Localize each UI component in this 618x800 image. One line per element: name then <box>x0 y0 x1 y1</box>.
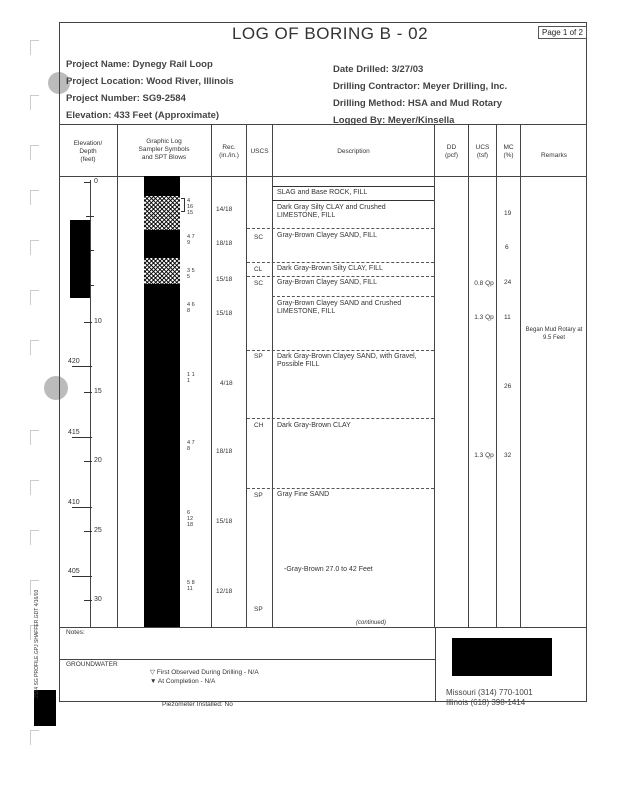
layer-description: SLAG and Base ROCK, FILL <box>277 189 368 196</box>
notes-rule <box>59 627 587 628</box>
depth-tick <box>84 600 92 601</box>
margin-mark <box>30 190 39 205</box>
layer-description: Gray-Brown Clayey SAND, FILL <box>277 279 377 286</box>
spt-blows: 4 6 8 <box>187 302 195 314</box>
depth-tick <box>84 392 92 393</box>
header-rule <box>59 124 587 125</box>
margin-mark <box>30 530 39 545</box>
depth-tick <box>84 322 92 323</box>
layer-description: -Gray-Brown 27.0 to 42 Feet <box>284 566 373 573</box>
elevation-label: 420 <box>68 358 80 365</box>
col-header-remarks: Remarks <box>540 152 567 159</box>
mc-value: 24 <box>504 279 512 286</box>
recovery-value: 15/18 <box>216 276 233 283</box>
elevation-label: 405 <box>68 568 80 575</box>
depth-axis <box>90 180 91 627</box>
mc-value: 32 <box>504 452 512 459</box>
recovery-value: 18/18 <box>216 448 233 455</box>
uscs-code: CH <box>254 422 264 429</box>
spt-blows: 4 16 15 <box>187 198 194 216</box>
spt-blows: 4 7 8 <box>187 440 195 452</box>
graphic-log-fill-hatch <box>144 258 180 284</box>
recovery-value: 14/18 <box>216 206 233 213</box>
uscs-code: SC <box>254 234 264 241</box>
uscs-code: SP <box>254 606 263 613</box>
mc-value: 11 <box>504 314 511 321</box>
depth-tick <box>86 216 94 217</box>
file-tag: 2584 SG PROFILE.GPJ SHAFFER.GDT 4/16/03 <box>34 589 40 698</box>
project-number: Project Number: SG9-2584 <box>66 93 186 104</box>
drilling-method: Drilling Method: HSA and Mud Rotary <box>333 98 503 109</box>
phone-missouri: Missouri (314) 770-1001 <box>446 688 533 697</box>
margin-mark <box>30 95 39 110</box>
col-header-dd: DD (pcf) <box>445 144 458 159</box>
ucs-value: 0.8 Qp <box>474 280 494 287</box>
margin-mark <box>30 290 39 305</box>
depth-label: 0 <box>94 178 98 185</box>
recovery-value: 12/18 <box>216 588 233 595</box>
layer-line <box>247 418 434 419</box>
elevation-tick <box>72 576 92 577</box>
layer-description: Gray Fine SAND <box>277 491 330 498</box>
col-header-rec: Rec. (in./in.) <box>219 144 239 159</box>
groundwater-first-text: First Observed During Drilling - N/A <box>156 669 259 676</box>
uscs-code: CL <box>254 266 263 273</box>
remarks-text: Began Mud Rotary at 9.5 Feet <box>525 327 583 341</box>
col-header-depth: Elevation/ Depth (feet) <box>73 140 103 163</box>
col-divider <box>117 124 118 627</box>
recovery-value: 4/18 <box>220 380 233 387</box>
phone-illinois: Illinois (618) 398-1414 <box>446 698 526 707</box>
col-header-mc: MC (%) <box>503 144 514 159</box>
sampler-block <box>70 220 90 298</box>
elevation-label: 410 <box>68 499 80 506</box>
water-level-icon: ▼ <box>150 678 157 685</box>
elevation-tick <box>72 507 92 508</box>
groundwater-label: GROUNDWATER <box>66 661 118 668</box>
col-header-description: Description <box>337 148 370 155</box>
layer-line <box>272 296 434 297</box>
depth-label: 20 <box>94 457 102 464</box>
ucs-value: 1.3 Qp <box>474 314 494 321</box>
spt-blows: 4 7 9 <box>187 234 195 246</box>
contact-info <box>446 688 533 708</box>
spt-blows: 5 8 11 <box>187 580 195 592</box>
col-divider <box>211 124 212 627</box>
margin-mark <box>30 480 39 495</box>
mc-value: 19 <box>504 210 512 217</box>
spt-blows: 3 5 5 <box>187 268 195 280</box>
project-elevation: Elevation: 433 Feet (Approximate) <box>66 110 220 121</box>
uscs-code: SP <box>254 353 263 360</box>
logged-by: Logged By: Meyer/Kinsella <box>333 115 455 126</box>
depth-label: 10 <box>94 318 102 325</box>
col-divider <box>496 124 497 627</box>
uscs-code: SP <box>254 492 263 499</box>
recovery-value: 15/18 <box>216 310 233 317</box>
drilling-contractor: Drilling Contractor: Meyer Drilling, Inc. <box>333 81 508 92</box>
layer-line <box>247 262 434 263</box>
project-location: Project Location: Wood River, Illinois <box>66 76 234 87</box>
spt-blows: 1 1 1 <box>187 372 195 384</box>
recovery-value: 15/18 <box>216 518 233 525</box>
project-name: Project Name: Dynegy Rail Loop <box>66 59 213 70</box>
groundwater-completion-text: At Completion - N/A <box>157 678 216 685</box>
mc-value: 6 <box>505 244 509 251</box>
depth-tick <box>84 182 91 183</box>
margin-mark <box>30 730 39 745</box>
depth-tick <box>84 531 92 532</box>
layer-description: Gray-Brown Clayey SAND, FILL <box>277 232 377 239</box>
depth-label: 15 <box>94 388 102 395</box>
notes-label: Notes: <box>66 629 85 636</box>
layer-description: Gray-Brown Clayey SAND and Crushed LIMESTONE, FILL <box>277 300 402 315</box>
depth-label: 30 <box>94 596 102 603</box>
water-level-icon: ▽ <box>150 669 155 676</box>
depth-tick <box>84 461 92 462</box>
depth-label: 25 <box>94 527 102 534</box>
layer-description: Dark Gray-Brown Clayey SAND, with Gravel, Possible FILL <box>277 353 417 368</box>
graphic-log-clayey-sand <box>144 230 180 258</box>
graphic-log-main <box>144 284 180 627</box>
recovery-value: 18/18 <box>216 240 233 247</box>
piezometer-note: Piezometer Installed: No <box>162 701 233 708</box>
project-info <box>66 56 234 124</box>
col-divider <box>434 124 435 627</box>
margin-mark <box>30 430 39 445</box>
layer-line <box>272 186 434 187</box>
column-header-rule <box>59 176 587 177</box>
elevation-label: 415 <box>68 429 80 436</box>
margin-mark <box>30 340 39 355</box>
sampler-marker <box>181 198 185 212</box>
layer-line <box>247 350 434 351</box>
uscs-code: SC <box>254 280 264 287</box>
layer-description: Dark Gray-Brown CLAY <box>277 422 351 429</box>
groundwater-completion <box>150 678 215 685</box>
graphic-log-fill-hatch <box>144 196 180 230</box>
layer-description: Dark Gray-Brown Silty CLAY, FILL <box>277 265 383 272</box>
date-drilled: Date Drilled: 3/27/03 <box>333 64 424 75</box>
graphic-log-slag <box>144 176 180 196</box>
elevation-tick <box>72 437 92 438</box>
drilling-info <box>333 61 507 129</box>
ucs-value: 1.3 Qp <box>474 452 494 459</box>
margin-mark <box>30 145 39 160</box>
layer-line <box>247 276 434 277</box>
col-header-ucs: UCS (tsf) <box>475 144 490 159</box>
layer-line <box>272 200 434 201</box>
col-divider <box>520 124 521 627</box>
spt-blows: 6 12 18 <box>187 510 194 528</box>
margin-mark <box>30 40 39 55</box>
notes-divider <box>435 627 436 702</box>
layer-line <box>247 488 434 489</box>
page-number: Page 1 of 2 <box>538 26 587 39</box>
layer-line <box>247 228 434 229</box>
page-title: LOG OF BORING B - 02 <box>231 24 429 43</box>
col-divider <box>246 124 247 627</box>
col-header-uscs: USCS <box>250 148 269 155</box>
notes-bottom-rule <box>59 659 435 660</box>
redacted-logo <box>452 638 552 676</box>
elevation-tick <box>72 366 92 367</box>
continued-note: (continued) <box>356 620 387 626</box>
layer-description: Dark Gray Silty CLAY and Crushed LIMESTONE, FILL <box>277 204 386 219</box>
col-divider <box>468 124 469 627</box>
groundwater-first <box>150 668 259 676</box>
mc-value: 26 <box>504 383 512 390</box>
col-header-graphic: Graphic Log Sampler Symbols and SPT Blows <box>138 138 190 161</box>
margin-mark <box>30 240 39 255</box>
